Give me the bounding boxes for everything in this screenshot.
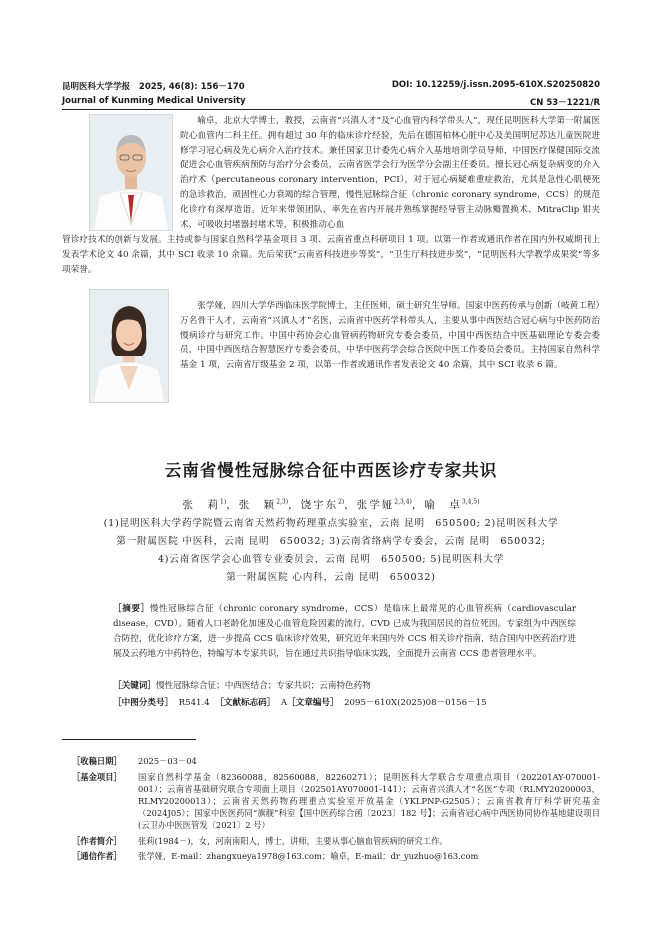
doc-code-label: ［文献标志码］ — [215, 698, 276, 708]
keywords — [113, 679, 576, 691]
article-number-value: 2095－610X(2025)08－0156－15 — [344, 698, 487, 708]
affiliation-line: (1)昆明医科大学药学院暨云南省天然药物药理重点实验室，云南 昆明 650500; 2)昆明医科大学 — [103, 518, 559, 529]
classification-line — [113, 696, 576, 708]
affiliation-line: 第一附属医院 中医科，云南 昆明 650032; 3)云南省络病学专委会，云南 昆明 650032; — [116, 536, 546, 547]
note-received-date — [72, 755, 600, 767]
author-affil-sup: 3,4,5) — [461, 498, 480, 506]
author-separator: ， — [226, 499, 239, 511]
note-text: 张学娅，E-mail：zhangxueya1978@163.com；喻卓，E-mail：dr_yuzhuo@163.com — [138, 851, 479, 862]
footnotes — [72, 755, 600, 866]
note-label: ［通信作者］ — [72, 851, 122, 862]
keywords-label: ［关键词］ — [113, 681, 156, 691]
bio-yu-zhuo-continued: 管诊疗技术的创新与发展。主持或参与国家自然科学基金项目 3 项、云南省重点科研项目 1 项。以第一作者或通讯作者在国内外权威期刊上发表学术论文 40 余篇，其中 SCI 收录 10 余篇。先后荣获“云南省科技进步等奖”，“卫生厅科技进步奖”，“昆明医科大学教学成果奖”等多项荣誉。 — [62, 235, 600, 275]
clc-value: R541.4 — [178, 698, 210, 708]
abstract — [113, 602, 576, 662]
bio-zhang-xueya: 张学娅，四川大学华西临床医学院博士，主任医师，硕士研究生导师。国家中医药传承与创新（岐黄工程）万名骨干人才，云南省“兴滇人才”名医，云南省中医药学科带头人，主要从事中西医结合冠心病与中医药防治慢病诊疗与研究工作。中国中药协会心血管病药物研究专委会委员，中国中西医结合中医基础理论专委会委员，中国中西医结合智慧医疗专委会委员，中华中医药学会综合医院中医工作委员会委员。主持国家自然科学基金 1 项，云南省厅级基金 2 项，以第一作者或通讯作者发表论文 40 余篇，其中 SCI 收录 6 篇。 — [180, 301, 600, 371]
journal-name-cn: 昆明医科大学学报 — [62, 82, 131, 92]
article-number-label: ［文章编号］ — [287, 698, 339, 708]
author-separator: ， — [344, 499, 357, 511]
abstract-label: ［摘要］ — [113, 604, 150, 614]
journal-issue: 2025, 46(8): 156－170 — [138, 82, 245, 92]
author-name: 张 颖 — [238, 499, 277, 511]
author-affil-sup: 2,3) — [276, 498, 289, 506]
note-label: ［作者简介］ — [72, 835, 122, 846]
header-rule — [62, 109, 600, 110]
affiliation-line: 4)云南省医学会心血管专业委员会，云南 昆明 650500; 5)昆明医科大学 — [157, 554, 505, 565]
note-author-bio — [72, 835, 600, 847]
abstract-text: 慢性冠脉综合征（chronic coronary syndrome，CCS）是临床上最常见的心血管疾病（cardiovascular disease，CVD）。随着人口老龄化加速及心血管危险因素的流行，CVD 已成为我国居民的首位死因。专家组为中西医综合防控，优化诊疗方案，进一步提高 CCS 临床诊疗效果，研究近年来国内外 CCS 相关诊疗指南，结合国内中医药治疗进展及云药地方中药特色，特编写本专家共识，旨在通过共识指导临床实践，全面提升云南省 CCS 患者管理水平。 — [113, 604, 576, 659]
author-separator: ， — [411, 499, 425, 511]
author-name: 喻 卓 — [424, 499, 462, 511]
note-text: 2025－03－04 — [138, 756, 197, 766]
author-affil-sup: 1) — [220, 498, 227, 506]
author-photo-yu-zhuo — [89, 114, 173, 231]
note-text: 国家自然科学基金（82360088，82560088，82260271）；昆明医科大学联合专项重点项目（202201AY-070001-001）；云南省基础研究联合专项面上项目（202501AY070001-141）；云南省兴滇人才“名医”专项（RLMY20200003，RLMY20200013）；云南省天然药物药理重点实验室开放基金（YKLPNP-G2505）；云南省教育厅科学研究基金（2024J05）；国家中医医药同“旗舰”科室【国中医药综合函〔2023〕182 号】；云南省冠心病中西医协同协作基地建设项目(云卫办中医医管发〔2021〕2 号） — [138, 771, 600, 831]
doc-code-value: A — [280, 698, 288, 708]
affiliation-line: 第一附属医院 心内科，云南 昆明 650032) — [226, 572, 436, 583]
doi: DOI: 10.12259/j.issn.2095-610X.S20250820 — [391, 80, 600, 90]
note-corresponding-author — [72, 850, 600, 862]
author-name: 张学娅 — [356, 499, 395, 511]
article-title: 云南省慢性冠脉综合征中西医诊疗专家共识 — [164, 461, 498, 480]
author-affil-sup: 2) — [338, 498, 345, 506]
author-affil-sup: 2,3,4) — [394, 498, 412, 506]
author-list — [62, 497, 600, 512]
header-journal-issue — [62, 80, 245, 92]
affiliations — [62, 515, 600, 587]
footnote-rule — [62, 739, 196, 740]
bio-yu-zhuo: 喻卓，北京大学博士，教授，云南省“兴滇人才”及“心血管内科学带头人”，现任昆明医科大学第一附属医院心血管内二科主任。拥有超过 30 年的临床诊疗经验，先后在德国柏林心脏中心及美国明尼苏达儿童医院进修学习冠心病及先心病介入治疗技术。兼任国家卫计委先心病介入基地培训学员导师，中国医疗保健国际交流促进会心血管疾病预防与治疗分会委员，云南省医学会行为医学分会副主任委员。擅长冠心病复杂病变的介入治疗术（percutaneous coronary intervention，PCI），对于冠心病疑难重症救治，尤其是急性心肌梗死的急诊救治，顽固性心力衰竭的综合管理，慢性冠脉综合征（chronic coronary syndrome，CCS）的规范化诊疗有深厚造诣。近年来带领团队，率先在省内开展并熟练掌握经导管主动脉瓣置换术、MitraClip 钳夹术、可吸收封堵器封堵术等，积极推动心血 — [180, 116, 600, 230]
author-photo-zhang-xueya — [89, 289, 169, 403]
cn-number: CN 53－1221/R — [530, 98, 600, 108]
note-label: ［收稿日期］ — [72, 756, 122, 766]
note-funding — [72, 771, 600, 832]
author-name: 张 莉 — [182, 499, 221, 511]
journal-name-en: Journal of Kunming Medical University — [62, 96, 246, 106]
keywords-text: 慢性冠脉综合征；中西医结合；专家共识；云南特色药物 — [155, 681, 371, 691]
author-name: 饶宇东 — [300, 499, 339, 511]
note-label: ［基金项目］ — [72, 771, 122, 782]
note-text: 张莉(1984－)，女，河南南阳人，博士，讲师，主要从事心脑血管疾病的研究工作。 — [138, 835, 448, 846]
author-separator: ， — [288, 499, 301, 511]
clc-label: ［中图分类号］ — [113, 698, 174, 708]
